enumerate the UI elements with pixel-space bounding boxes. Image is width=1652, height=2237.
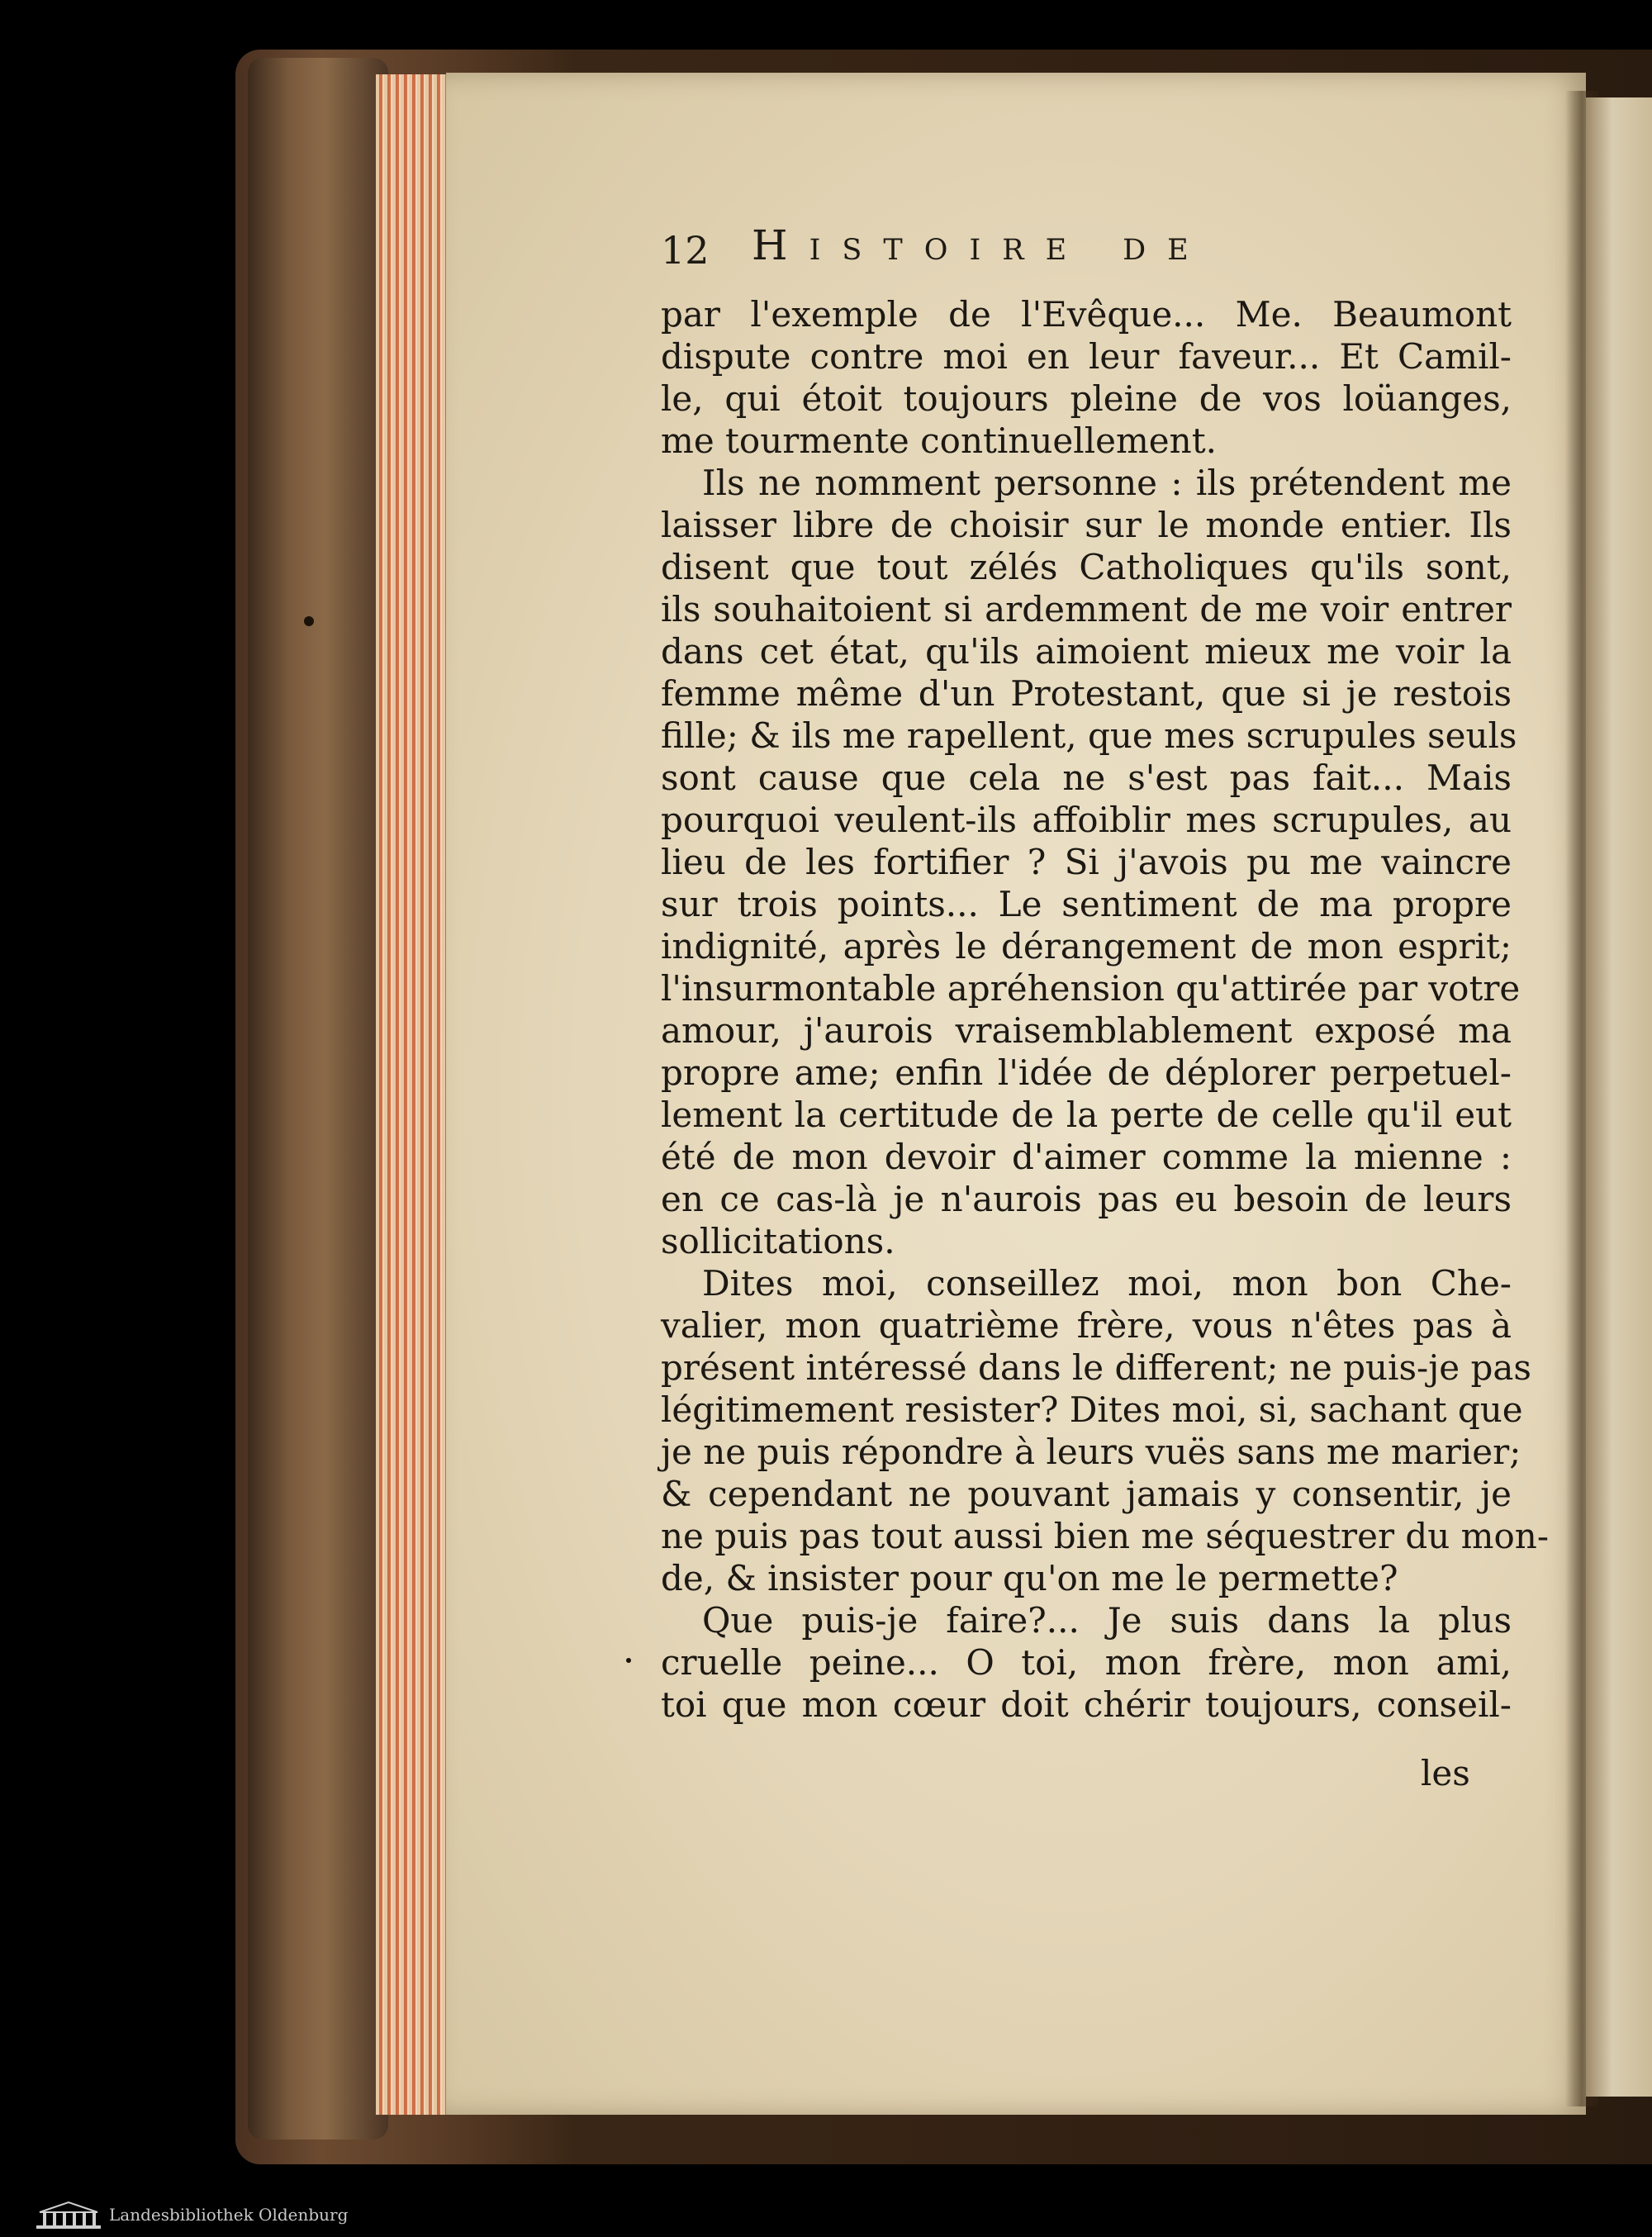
text-line: me tourmente continuellement. <box>661 420 1217 461</box>
catchword: les <box>1421 1753 1470 1793</box>
text-line: lement la certitude de la perte de celle qu'il eut <box>661 1095 1512 1135</box>
text-line: femme même d'un Protestant, que si je restois <box>661 673 1512 714</box>
text-line: indignité, après le dérangement de mon esprit; <box>661 926 1512 967</box>
text-line: par l'exemple de l'Evêque... Me. Beaumont <box>661 294 1512 335</box>
running-title: Histoire de <box>752 221 1210 269</box>
text-line: en ce cas-là je n'aurois pas eu besoin de leurs <box>661 1179 1512 1219</box>
book-spine-edge <box>248 58 388 2140</box>
text-line: lieu de les fortifier ? Si j'avois pu me vaincre <box>661 842 1512 882</box>
text-line: présent intéressé dans le different; ne puis-je pas <box>661 1347 1531 1388</box>
text-line: ils souhaitoient si ardemment de me voir entrer <box>661 589 1512 629</box>
text-line: valier, mon quatrième frère, vous n'êtes pas à <box>661 1305 1512 1346</box>
text-line: toi que mon cœur doit chérir toujours, conseil- <box>661 1684 1512 1725</box>
facing-page-edge <box>1586 97 1652 2097</box>
text-line: pourquoi veulent-ils affoiblir mes scrupules, au <box>661 800 1512 840</box>
text-line: je ne puis répondre à leurs vuës sans me marier; <box>661 1432 1521 1472</box>
text-line: été de mon devoir d'aimer comme la mienne : <box>661 1137 1512 1177</box>
text-line: de, & insister pour qu'on me le permette? <box>661 1558 1398 1598</box>
page-speck <box>626 1658 631 1663</box>
text-line: légitimement resister? Dites moi, si, sachant que <box>661 1389 1523 1430</box>
text-line: l'insurmontable apréhension qu'attirée par votre <box>661 968 1521 1009</box>
text-line: sont cause que cela ne s'est pas fait... Mais <box>661 758 1512 798</box>
text-line: Que puis-je faire?... Je suis dans la plus <box>702 1600 1512 1641</box>
text-line: amour, j'aurois vraisemblablement exposé ma <box>661 1010 1512 1051</box>
text-line: le, qui étoit toujours pleine de vos loüanges, <box>661 378 1512 419</box>
text-line: laisser libre de choisir sur le monde entier. Ils <box>661 505 1512 545</box>
text-line: sur trois points... Le sentiment de ma propre <box>661 884 1512 924</box>
text-line: dispute contre moi en leur faveur... Et Camil- <box>661 336 1512 377</box>
library-building-logo <box>36 2201 101 2229</box>
library-name: Landesbibliothek Oldenburg <box>109 2205 349 2225</box>
text-line: fille; & ils me rapellent, que mes scrupules seuls <box>661 715 1517 756</box>
text-line: dans cet état, qu'ils aimoient mieux me voir la <box>661 631 1512 672</box>
text-line: cruelle peine... O toi, mon frère, mon ami, <box>661 1642 1512 1683</box>
text-line: & cependant ne pouvant jamais y consentir, je <box>661 1474 1512 1514</box>
page-number: 12 <box>661 228 710 273</box>
text-line: Ils ne nomment personne : ils prétendent me <box>702 463 1512 503</box>
text-line: propre ame; enfin l'idée de déplorer perpetuel- <box>661 1052 1512 1093</box>
page-edges-red <box>376 74 450 2115</box>
text-line: sollicitations. <box>661 1221 895 1261</box>
text-line: ne puis pas tout aussi bien me séquestrer du mon- <box>661 1516 1550 1556</box>
text-line: Dites moi, conseillez moi, mon bon Che- <box>702 1263 1512 1304</box>
text-line: disent que tout zélés Catholiques qu'ils sont, <box>661 547 1512 587</box>
page-header <box>661 221 1503 279</box>
cover-mark <box>304 616 314 626</box>
body-text <box>661 293 1550 1726</box>
